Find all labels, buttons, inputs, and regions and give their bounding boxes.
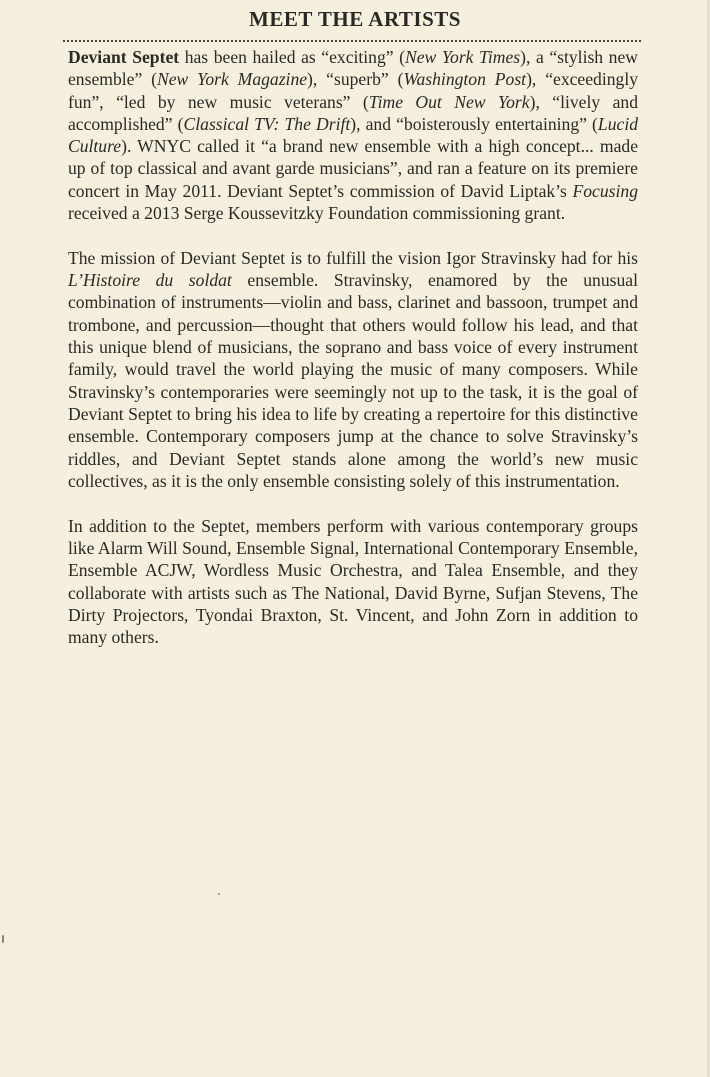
ensemble-name: Deviant Septet (68, 47, 180, 67)
work-title: L’Histoire du soldat (68, 270, 232, 291)
work-title: Focusing (572, 180, 638, 201)
paper-speck (2, 935, 4, 943)
press-source: Washington Post (403, 69, 527, 90)
press-source: Lucid Culture (68, 113, 638, 157)
artist-bio (68, 46, 638, 671)
dotted-divider (63, 40, 641, 42)
press-source: Classical TV: The Drift (183, 113, 351, 134)
bio-paragraph-3: In addition to the Septet, members perform with various contemporary groups like Alarm Will Sound, Ensemble Signal, International Contemporary Ensemble, Ensemble ACJW, Wordless Music Orchestra, and Talea Ensemble, and they collaborate with artists such as The National, David Byrne, Sufjan Stevens, The Dirty Projectors, Tyondai Braxton, St. Vincent, and John Zorn in addition to many others. (68, 515, 638, 648)
section-heading: MEET THE ARTISTS (249, 7, 461, 31)
press-source: New York Magazine (157, 69, 308, 90)
paper-speck (218, 893, 220, 895)
bio-paragraph-1: Deviant Septet has been hailed as “exciting” (New York Times), a “stylish new ensemble” (New York Magazine), “superb” (Washington Post), “exceedingly fun”, “led by new music veterans” (Time Out New York), “lively and accomplished” (Classical TV: The Drift), and “boisterously entertaining” (Lucid Culture). WNYC called it “a brand new ensemble with a high concept... made up of top classical and avant garde musicians”, and ran a feature on its premiere concert in May 2011. Deviant Septet’s commission of David Liptak’s Focusing received a 2013 Serge Koussevitzky Foundation commissioning grant. (68, 47, 639, 224)
press-source: Time Out New York (368, 91, 530, 112)
bio-paragraph-2: The mission of Deviant Septet is to fulfill the vision Igor Stravinsky had for his L’Histoire du soldat ensemble. Stravinsky, enamored by the unusual combination of instruments—violin and bass, clarinet and bassoon, trumpet and trombone, and percussion—thought that others would follow his lead, and that this unique blend of musicians, the soprano and bass voice of every instrument family, would travel the world playing the music of many composers. While Stravinsky’s contemporaries were seemingly not up to the task, it is the goal of Deviant Septet to bring his idea to life by creating a repertoire for this distinctive ensemble. Contemporary composers jump at the chance to solve Stravinsky’s riddles, and Deviant Septet stands alone among the world’s new music collectives, as it is the only ensemble consisting solely of this instrumentation. (68, 247, 638, 491)
press-source: New York Times (405, 47, 521, 67)
